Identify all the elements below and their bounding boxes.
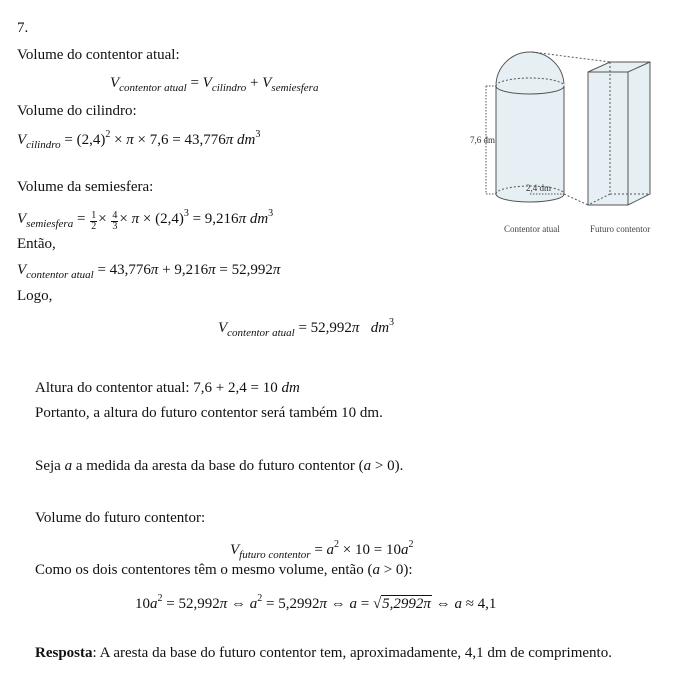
subscript: contentor atual (119, 82, 187, 94)
math-variable: V (17, 262, 27, 278)
text: Volume do contentor atual: (17, 47, 180, 63)
text: ⇔ (326, 596, 350, 612)
math-variable: dm (236, 132, 256, 148)
math-variable: V (110, 75, 120, 91)
square-root (373, 594, 432, 614)
math-variable: π (219, 596, 228, 612)
text: Logo, (17, 288, 53, 304)
cylinder-with-hemisphere (486, 52, 564, 202)
math-variable: V (230, 542, 240, 558)
denominator: 3 (112, 221, 118, 232)
subscript: futuro contentor (239, 549, 311, 561)
subscript: contentor atual (26, 269, 94, 281)
subscript: contentor atual (227, 327, 295, 339)
math-variable: V (17, 132, 27, 148)
heading-volume-cilindro (17, 101, 137, 121)
math-variable: a (326, 542, 335, 558)
caption-futuro-contentor: Futuro contentor (590, 224, 651, 234)
subscript: semiesfera (271, 82, 319, 94)
text: ⇔ (431, 596, 455, 612)
math-variable: dm (281, 380, 300, 396)
text-seja (35, 456, 403, 476)
text: = 52,992 (294, 320, 352, 336)
superscript: 2 (105, 129, 111, 140)
text: Como os dois contentores têm o mesmo volume, então ( (35, 562, 373, 578)
formula-resultado (218, 313, 394, 343)
math-variable: a (64, 458, 73, 474)
text-como (35, 560, 413, 580)
math-variable: a (372, 562, 380, 578)
numerator: 1 (91, 210, 97, 221)
superscript: 3 (268, 208, 274, 219)
text: = 5,2992 (262, 596, 320, 612)
math-variable: a (249, 596, 258, 612)
subscript: cilindro (211, 82, 247, 94)
text-portanto (35, 403, 383, 423)
math-variable: π (225, 132, 234, 148)
math-variable: V (17, 211, 27, 227)
math-variable: π (319, 596, 327, 612)
math-variable: π (150, 262, 159, 278)
text: × (2,4) (139, 211, 184, 227)
text: × (98, 211, 111, 227)
radical-sign: √ (372, 596, 382, 612)
text: 10 (135, 596, 150, 612)
subscript: cilindro (26, 139, 61, 151)
math-variable: a (150, 596, 158, 612)
superscript: 3 (183, 208, 189, 219)
text-resposta (35, 643, 612, 663)
text: = (73, 211, 90, 227)
text: > 0): (379, 562, 413, 578)
math-variable: a (454, 596, 462, 612)
text: × 7,6 = 43,776 (133, 132, 226, 148)
math-variable: π (131, 211, 140, 227)
containers-figure (466, 42, 686, 242)
superscript: 2 (408, 539, 414, 550)
text: > 0). (371, 458, 404, 474)
text: × (119, 211, 132, 227)
radicand: 5,2992π (382, 596, 431, 612)
superscript: 2 (157, 593, 163, 604)
heading-volume-semiesfera (17, 177, 153, 197)
superscript: 2 (334, 539, 340, 550)
text: × (110, 132, 127, 148)
text: = (2,4) (60, 132, 106, 148)
text: 7. (17, 20, 29, 36)
formula-soma (17, 260, 280, 285)
radius-label: 2,4 dm (526, 183, 552, 193)
text: = 9,216 (188, 211, 239, 227)
superscript: 2 (257, 593, 263, 604)
math-variable: dm (370, 320, 390, 336)
denominator: 2 (91, 221, 97, 232)
text: = (356, 596, 373, 612)
text: + (246, 75, 263, 91)
text: × 10 = 10 (339, 542, 401, 558)
text: = (310, 542, 327, 558)
bold-text: Resposta (35, 645, 93, 661)
text-entao (17, 234, 56, 254)
text: = (186, 75, 203, 91)
text: ≈ 4,1 (461, 596, 497, 612)
text: = 52,992 (215, 262, 273, 278)
math-variable: V (262, 75, 272, 91)
math-variable: dm (249, 211, 269, 227)
text: ⇔ (227, 596, 250, 612)
math-variable: a (363, 458, 372, 474)
math-variable: V (218, 320, 228, 336)
text: Então, (17, 236, 56, 252)
fraction (111, 211, 118, 232)
math-variable: π (272, 262, 281, 278)
heading-volume-futuro (35, 508, 205, 528)
text: Altura do contentor atual: 7,6 + 2,4 = 10 (35, 380, 282, 396)
subscript: semiesfera (26, 218, 74, 230)
text: Volume do cilindro: (17, 103, 137, 119)
text-logo (17, 286, 52, 306)
text: Volume do futuro contentor: (35, 510, 206, 526)
text: Seja (35, 458, 65, 474)
math-variable: π (208, 262, 216, 278)
problem-number (17, 18, 28, 38)
text: Volume da semiesfera: (17, 179, 154, 195)
formula-cilindro (17, 125, 260, 155)
text: = 52,992 (162, 596, 220, 612)
formula-volume-total (110, 73, 318, 98)
text: = 43,776 (93, 262, 151, 278)
text: a medida da aresta da base do futuro contentor ( (72, 458, 364, 474)
superscript: 3 (389, 317, 395, 328)
superscript: 3 (255, 129, 261, 140)
formula-semiesfera (17, 204, 273, 234)
math-variable: a (400, 542, 409, 558)
fraction (90, 211, 97, 232)
text: Portanto, a altura do futuro contentor será também 10 dm. (35, 405, 383, 421)
text: + 9,216 (158, 262, 209, 278)
caption-contentor-atual: Contentor atual (504, 224, 560, 234)
formula-equacao (135, 589, 496, 614)
text: : A aresta da base do futuro contentor tem, aproximadamente, 4,1 dm de comprimento. (92, 645, 612, 661)
math-variable: π (238, 211, 247, 227)
math-variable: π (351, 320, 360, 336)
height-label: 7,6 dm (470, 135, 496, 145)
math-variable: π (126, 132, 134, 148)
text-altura (35, 378, 300, 398)
heading-volume-atual (17, 45, 180, 65)
text (359, 320, 370, 336)
numerator: 4 (112, 210, 118, 221)
math-variable: V (202, 75, 212, 91)
math-variable: a (349, 596, 357, 612)
